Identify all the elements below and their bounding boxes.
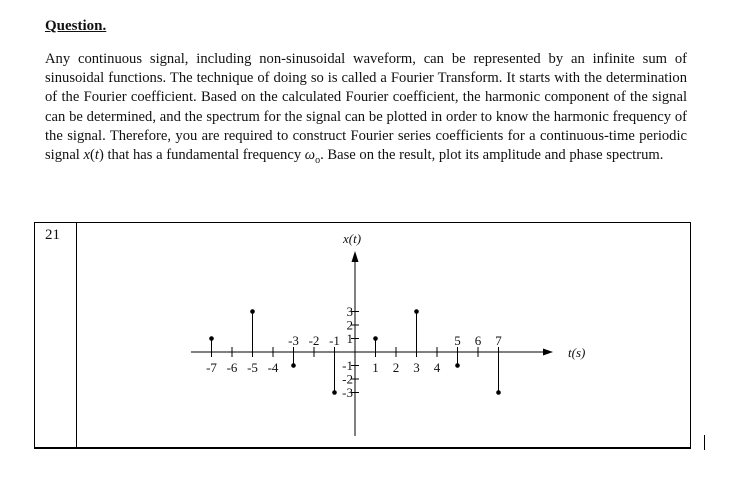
question-text-run: x — [83, 147, 90, 164]
question-text-run: ( — [90, 147, 95, 164]
y-axis-arrow — [352, 251, 359, 262]
row-number: 21 — [45, 227, 60, 243]
y-tick-label: 1 — [346, 331, 353, 346]
y-tick-label: 2 — [346, 317, 353, 333]
x-tick-label: 7 — [495, 333, 502, 348]
x-tick-label: 2 — [392, 360, 400, 375]
question-text-run: . Base on the result, plot its amplitude and phase spectrum. — [320, 147, 664, 164]
stem-point — [250, 309, 255, 314]
x-tick-label: 3 — [413, 360, 420, 375]
x-tick-label: -4 — [267, 360, 279, 375]
y-tick-label: 3 — [346, 304, 353, 319]
question-text-run: ) that has a fundamental frequency — [98, 147, 305, 164]
x-tick-label: -1 — [329, 333, 340, 348]
x-tick-label: -6 — [226, 360, 238, 375]
stem-point — [496, 390, 501, 395]
stem-point — [373, 336, 378, 341]
x-tick-label: 5 — [454, 333, 461, 348]
x-tick-label: 6 — [474, 333, 482, 348]
x-axis-arrow — [543, 349, 553, 356]
question-text-run: Any continuous signal, including non-sinusoidal waveform, can be represented by an infinite sum of sinusoidal functions. The technique of doing so is called a Fourier Transform. It starts with the determination of the Fourier coefficient. Based on the calculated Fourier coefficient, the harmonic component of the signal can be determined, and the spectrum for the signal can be plotted in order to know the harmonic frequency of the signal. Therefore, you are required to construct Fourier series coefficients for a continuous-time periodic signal — [45, 51, 687, 164]
x-tick-label: 1 — [372, 360, 379, 375]
question-text-run: o — [315, 154, 321, 166]
y-tick-label: -2 — [342, 371, 353, 387]
question-text-run: t — [94, 147, 99, 164]
y-axis-title: x(t) — [343, 231, 362, 246]
x-tick-label: -7 — [206, 360, 217, 375]
x-tick-label: -2 — [308, 333, 320, 348]
x-axis-title: t(s) — [568, 345, 586, 360]
y-tick-label: -1 — [342, 358, 353, 373]
stem-point — [455, 363, 460, 368]
stem-point — [209, 336, 214, 341]
y-tick-label: -3 — [342, 385, 353, 400]
stem-point — [332, 390, 337, 395]
stem-point — [291, 363, 296, 368]
x-tick-label: -3 — [288, 333, 299, 348]
stem-point — [414, 309, 419, 314]
question-text-run: ω — [304, 147, 316, 164]
x-tick-label: 4 — [433, 360, 441, 375]
x-tick-label: -5 — [247, 360, 258, 375]
question-title: Question. — [45, 18, 107, 34]
